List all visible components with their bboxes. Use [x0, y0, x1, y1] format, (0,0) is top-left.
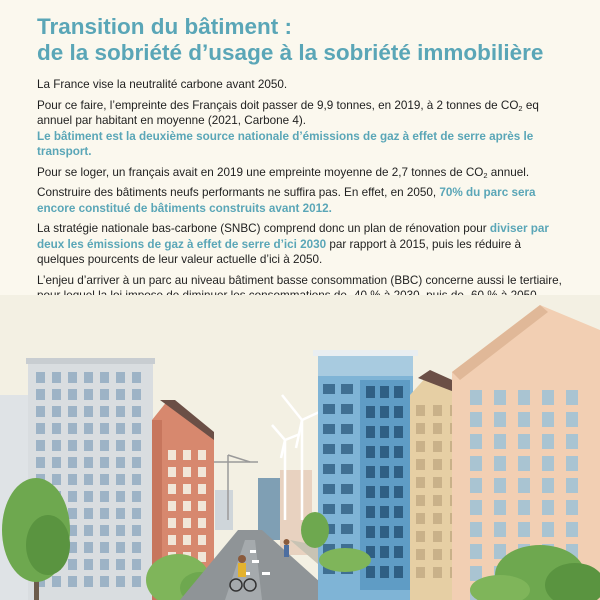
title-line-2: de la sobriété d’usage à la sobriété immobilière — [37, 40, 544, 65]
window — [566, 456, 578, 471]
city-street-illustration — [0, 295, 600, 600]
window — [470, 456, 482, 471]
window — [494, 434, 506, 449]
window — [132, 457, 141, 468]
window — [323, 484, 335, 494]
window — [394, 526, 403, 538]
window — [100, 542, 109, 553]
window — [68, 491, 77, 502]
window — [380, 526, 389, 538]
window — [416, 549, 425, 560]
window — [416, 495, 425, 506]
window — [84, 576, 93, 587]
window — [542, 412, 554, 427]
window — [84, 491, 93, 502]
window — [394, 406, 403, 418]
window — [433, 513, 442, 524]
window — [198, 552, 206, 562]
window — [341, 404, 353, 414]
window — [494, 500, 506, 515]
window — [323, 424, 335, 434]
window — [68, 457, 77, 468]
window — [394, 466, 403, 478]
co2-subscript: 2 — [518, 103, 523, 113]
window — [380, 466, 389, 478]
window — [36, 457, 45, 468]
window — [341, 384, 353, 394]
window — [116, 406, 125, 417]
window — [132, 423, 141, 434]
window — [132, 406, 141, 417]
window — [116, 491, 125, 502]
pedestrian-icon — [284, 539, 290, 557]
window — [198, 467, 206, 477]
window — [52, 576, 61, 587]
paragraph-bbc-tertiary: L’enjeu d’arriver à un parc au niveau bâtiment basse consommation (BBC) concerne aussi le tertiaire, — [37, 273, 562, 287]
window — [52, 372, 61, 383]
window — [116, 576, 125, 587]
window — [323, 384, 335, 394]
window — [380, 426, 389, 438]
window — [116, 559, 125, 570]
window — [433, 441, 442, 452]
paragraph-carbon-neutrality: La France vise la neutralité carbone avant 2050. — [37, 78, 288, 91]
window — [84, 525, 93, 536]
window — [518, 412, 530, 427]
window — [341, 444, 353, 454]
window — [132, 389, 141, 400]
window — [36, 389, 45, 400]
window — [366, 466, 375, 478]
window — [84, 423, 93, 434]
window — [183, 467, 191, 477]
window — [341, 464, 353, 474]
window — [341, 524, 353, 534]
window — [380, 386, 389, 398]
window — [132, 525, 141, 536]
window — [132, 508, 141, 519]
window — [100, 457, 109, 468]
title-line-1: Transition du bâtiment : — [37, 14, 293, 39]
window — [416, 441, 425, 452]
window — [470, 390, 482, 405]
window — [366, 506, 375, 518]
window — [183, 501, 191, 511]
window — [341, 484, 353, 494]
window — [168, 450, 176, 460]
paragraph-new-buildings: Construire des bâtiments neufs performants ne suffira pas. En effet, en 2050, 70% du parc sera encore constitué de bâtiments construits avant 2012. — [37, 186, 536, 215]
window — [394, 566, 403, 578]
window — [84, 559, 93, 570]
window — [341, 504, 353, 514]
window — [168, 535, 176, 545]
window — [566, 478, 578, 493]
window — [198, 535, 206, 545]
window — [433, 549, 442, 560]
window — [116, 474, 125, 485]
page-title — [37, 14, 577, 66]
window — [100, 389, 109, 400]
window — [84, 389, 93, 400]
window — [566, 522, 578, 537]
window — [394, 446, 403, 458]
window — [518, 456, 530, 471]
window — [100, 406, 109, 417]
window — [84, 508, 93, 519]
window — [341, 424, 353, 434]
window — [494, 456, 506, 471]
window — [433, 405, 442, 416]
window — [433, 477, 442, 488]
window — [84, 440, 93, 451]
window — [116, 423, 125, 434]
window — [380, 546, 389, 558]
window — [183, 518, 191, 528]
window — [116, 525, 125, 536]
window — [542, 522, 554, 537]
highlight-building-stock: 70% du parc sera encore constitué de bâtiments construits avant 2012. — [37, 186, 536, 215]
window — [470, 522, 482, 537]
window — [433, 459, 442, 470]
window — [52, 423, 61, 434]
window — [416, 405, 425, 416]
window — [566, 434, 578, 449]
window — [470, 544, 482, 559]
window — [116, 508, 125, 519]
window — [494, 478, 506, 493]
window — [323, 444, 335, 454]
window — [132, 542, 141, 553]
window — [394, 506, 403, 518]
window — [566, 412, 578, 427]
window — [84, 406, 93, 417]
window — [416, 459, 425, 470]
window — [366, 406, 375, 418]
window — [518, 522, 530, 537]
window — [470, 412, 482, 427]
window — [84, 542, 93, 553]
window — [366, 526, 375, 538]
window — [100, 525, 109, 536]
window — [68, 559, 77, 570]
window — [542, 500, 554, 515]
window — [470, 500, 482, 515]
window — [416, 513, 425, 524]
window — [52, 457, 61, 468]
window — [366, 566, 375, 578]
window — [183, 535, 191, 545]
window — [52, 440, 61, 451]
window — [198, 484, 206, 494]
window — [168, 501, 176, 511]
window — [542, 456, 554, 471]
window — [380, 486, 389, 498]
window — [52, 406, 61, 417]
window — [116, 389, 125, 400]
window — [394, 486, 403, 498]
window — [542, 390, 554, 405]
window — [52, 389, 61, 400]
window — [366, 426, 375, 438]
co2-subscript: 2 — [483, 170, 488, 180]
window — [198, 450, 206, 460]
window — [100, 440, 109, 451]
window — [494, 544, 506, 559]
window — [132, 576, 141, 587]
window — [100, 576, 109, 587]
window — [323, 404, 335, 414]
window — [542, 434, 554, 449]
window — [36, 372, 45, 383]
window — [84, 474, 93, 485]
window — [323, 504, 335, 514]
window — [416, 423, 425, 434]
window — [416, 531, 425, 542]
window — [132, 559, 141, 570]
window — [84, 372, 93, 383]
window — [323, 464, 335, 474]
window — [433, 567, 442, 578]
window — [470, 434, 482, 449]
window — [518, 390, 530, 405]
window — [542, 478, 554, 493]
window — [494, 412, 506, 427]
window — [380, 406, 389, 418]
window — [394, 426, 403, 438]
window — [518, 478, 530, 493]
window — [366, 486, 375, 498]
window — [198, 501, 206, 511]
window — [84, 457, 93, 468]
window — [168, 484, 176, 494]
window — [116, 542, 125, 553]
window — [198, 518, 206, 528]
window — [494, 390, 506, 405]
window — [36, 440, 45, 451]
window — [52, 474, 61, 485]
window — [394, 546, 403, 558]
window — [394, 386, 403, 398]
window — [183, 450, 191, 460]
window — [518, 434, 530, 449]
window — [380, 506, 389, 518]
window — [116, 440, 125, 451]
window — [433, 531, 442, 542]
window — [68, 389, 77, 400]
window — [566, 500, 578, 515]
window — [132, 474, 141, 485]
window — [366, 446, 375, 458]
highlight-building-emissions: Le bâtiment est la deuxième source nationale d’émissions de gaz à effet de serre après le transport. — [37, 129, 534, 158]
window — [68, 406, 77, 417]
window — [380, 446, 389, 458]
window — [68, 440, 77, 451]
window — [380, 566, 389, 578]
paragraph-snbc: La stratégie nationale bas-carbone (SNBC) comprend donc un plan de rénovation pour diviser par deux les émissions de gaz à effet de serre d’ici 2030 par rapport à 2015, puis les réduire à quelques pourcents de leur valeur actuelle d’ici à 2050. — [37, 222, 549, 266]
window — [68, 474, 77, 485]
window — [183, 484, 191, 494]
window — [68, 576, 77, 587]
window — [116, 457, 125, 468]
window — [518, 500, 530, 515]
window — [132, 372, 141, 383]
window — [116, 372, 125, 383]
window — [132, 440, 141, 451]
window — [168, 518, 176, 528]
window — [494, 522, 506, 537]
window — [100, 372, 109, 383]
window — [68, 423, 77, 434]
window — [100, 423, 109, 434]
window — [566, 390, 578, 405]
window — [366, 386, 375, 398]
window — [168, 467, 176, 477]
window — [132, 491, 141, 502]
window — [100, 491, 109, 502]
window — [36, 423, 45, 434]
window — [68, 372, 77, 383]
window — [433, 423, 442, 434]
paragraph-housing-footprint: Pour se loger, un français avait en 2019 une empreinte moyenne de 2,7 tonnes de $CO_2$ annuel. — [37, 165, 530, 180]
window — [100, 474, 109, 485]
window — [100, 559, 109, 570]
window — [470, 478, 482, 493]
window — [416, 477, 425, 488]
window — [416, 567, 425, 578]
window — [100, 508, 109, 519]
window — [36, 406, 45, 417]
window — [68, 508, 77, 519]
window — [433, 495, 442, 506]
paragraph-footprint: Pour ce faire, l’empreinte des Français doit passer de 9,9 tonnes, en 2019, à 2 tonnes de $CO_2$ eq annuel par habitant en moyenne (2021, Carbone 4). Le bâtiment est la deuxième source nationale d’émissions de gaz à effet de serre après le transport. — [37, 98, 539, 158]
highlight-emissions-halving: diviser par deux les émissions de gaz à effet de serre d’ici 2030 — [37, 222, 549, 251]
